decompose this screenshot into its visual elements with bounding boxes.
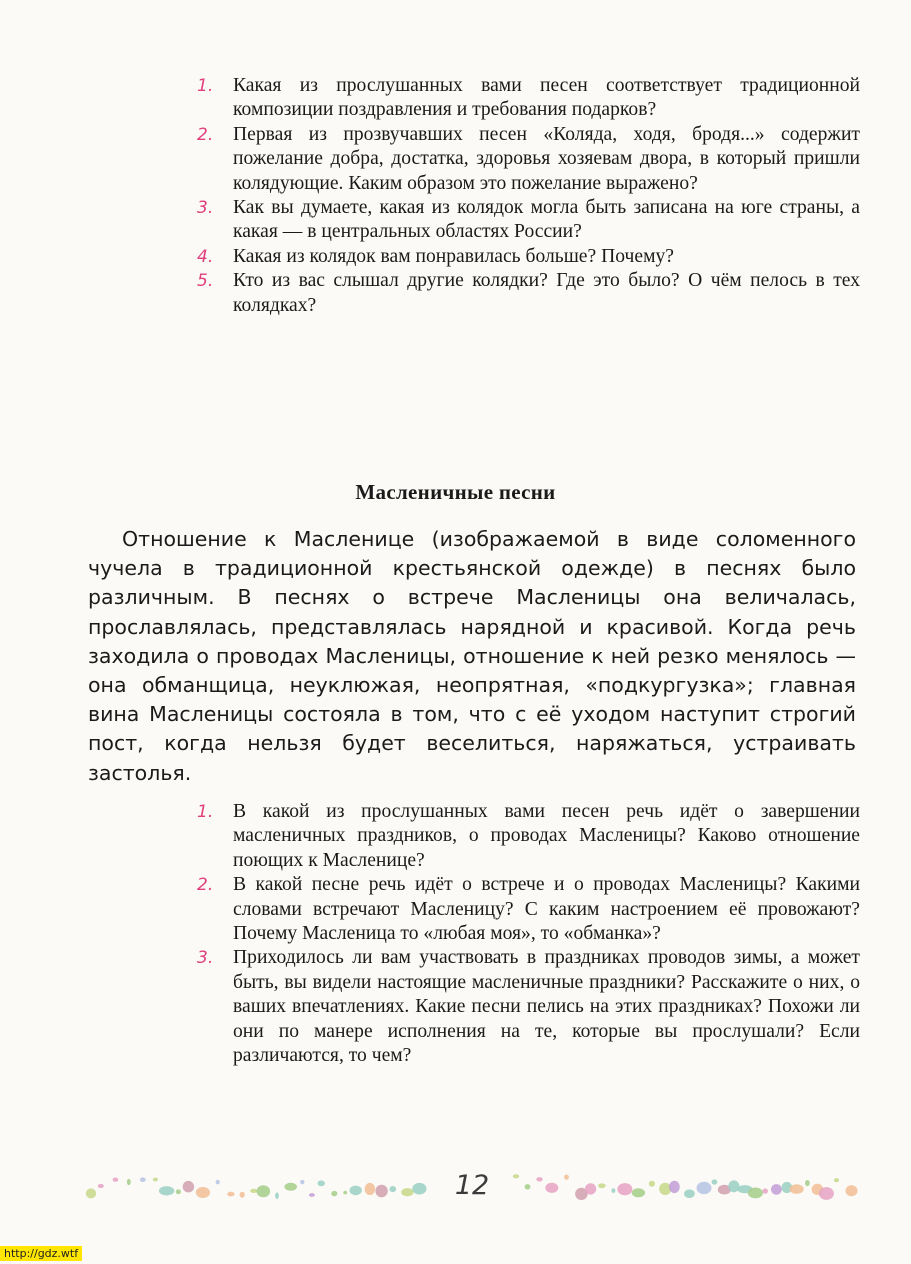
question-text: Как вы думаете, какая из колядок могла быть записана на юге страны, а какая — в центральных областях России?: [233, 197, 860, 243]
question-text: Приходилось ли вам участвовать в праздниках проводов зимы, а может быть, вы видели настоящие масленичные праздники? Расскажите о них, о ваших впечатлениях. Какие песни пелись на этих праздниках? Похожи ли они по манере исполнения на те, которые вы прослушали? Если различаются, то чем?: [233, 947, 860, 1067]
decorative-dot: [98, 1184, 104, 1188]
decorative-dot: [748, 1188, 763, 1199]
decorative-dot: [536, 1177, 542, 1181]
decorative-dot: [412, 1183, 426, 1195]
decorative-dot: [846, 1185, 858, 1196]
question-item: [195, 123, 860, 196]
question-text: Первая из прозвучавших песен «Коляда, ходя, бродя...» содержит пожелание добра, достатка, здоровья хозяевам двора, в который пришли колядующие. Каким образом это пожелание выражено?: [233, 123, 860, 194]
section-heading: Масленичные песни: [355, 480, 556, 504]
watermark-link[interactable]: http://gdz.wtf: [0, 1246, 82, 1261]
decorative-dot: [227, 1192, 234, 1197]
page-number: 12: [454, 1170, 490, 1201]
decorative-dot: [284, 1183, 297, 1191]
question-text: Кто из вас слышал другие колядки? Где это было? О чём пелось в тех колядках?: [233, 270, 860, 316]
question-item: [195, 800, 860, 873]
decorative-dot: [343, 1191, 347, 1195]
decorative-dot: [513, 1174, 519, 1178]
question-text: Какая из колядок вам понравилась больше? Почему?: [233, 245, 674, 267]
decorative-dot: [375, 1185, 387, 1198]
decorative-dot: [771, 1184, 782, 1195]
decorative-dot: [632, 1188, 645, 1197]
decorative-dot: [834, 1178, 839, 1182]
decorative-dot: [598, 1183, 606, 1188]
decorative-dot: [196, 1187, 210, 1198]
decorative-dot: [127, 1179, 131, 1185]
decorative-dot: [275, 1192, 279, 1199]
question-item: [195, 245, 860, 269]
question-number: 2.: [197, 124, 214, 145]
question-item: [195, 873, 860, 946]
decorative-dot: [545, 1183, 558, 1193]
decorative-dot: [331, 1191, 337, 1196]
decorative-dot: [669, 1181, 680, 1193]
questions-top-list: [195, 74, 860, 318]
question-item: [195, 269, 860, 318]
decorative-dot: [684, 1189, 695, 1198]
decorative-dot: [697, 1182, 712, 1194]
question-item: [195, 946, 860, 1068]
decorative-dot: [216, 1180, 220, 1185]
decorative-dot: [318, 1180, 325, 1186]
question-text: В какой песне речь идёт о встрече и о проводах Масленицы? Какими словами встречают Масленицу? С каким настроением её провожают? Почему Масленица то «любая моя», то «обманка»?: [233, 874, 860, 945]
question-number: 5.: [197, 271, 214, 292]
question-item: [195, 196, 860, 245]
question-number: 4.: [197, 246, 214, 267]
decorative-dot: [250, 1189, 257, 1193]
question-number: 1.: [197, 802, 214, 822]
decorative-dots-right: [510, 1166, 860, 1206]
decorative-dot: [176, 1189, 181, 1194]
question-text: В какой из прослушанных вами песен речь идёт о завершении масленичных праздников, о проводах Масленицы? Каково отношение поющих к Масленице?: [233, 801, 860, 871]
decorative-dot: [805, 1180, 810, 1186]
decorative-dot: [611, 1188, 615, 1193]
decorative-dot: [183, 1181, 194, 1193]
question-text: Какая из прослушанных вами песен соответствует традиционной композиции поздравления и требования подарков?: [233, 75, 860, 121]
questions-bottom-list: [195, 800, 860, 1068]
section-paragraph: Отношение к Масленице (изображаемой в виде соломенного чучела в традиционной крестьянской одежде) в песнях было различным. В песнях о встрече Масленицы она величалась, прославлялась, представлялась нарядной и красивой. Когда речь заходила о проводах Масленицы, отношение к ней резко менялось — она обманщица, неуклюжая, неопрятная, «подкургузка»; главная вина Масленицы состояла в том, что с её уходом наступит строгий пост, когда нельзя будет веселиться, наряжаться, устраивать застолья.: [88, 527, 856, 785]
question-item: [195, 74, 860, 123]
decorative-dot: [300, 1180, 304, 1184]
decorative-dot: [140, 1177, 146, 1182]
decorative-dot: [159, 1186, 174, 1195]
decorative-dot: [257, 1185, 271, 1197]
decorative-dot: [390, 1186, 397, 1192]
decorative-dot: [113, 1178, 119, 1182]
decorative-dot: [762, 1188, 768, 1193]
question-number: 3.: [197, 198, 214, 219]
decorative-dot: [712, 1179, 718, 1184]
decorative-dot: [649, 1181, 655, 1187]
decorative-dot: [153, 1178, 158, 1182]
decorative-dot: [309, 1193, 315, 1197]
decorative-dot: [401, 1188, 413, 1196]
decorative-dot: [240, 1192, 245, 1198]
decorative-dot: [86, 1188, 96, 1198]
decorative-dot: [365, 1183, 375, 1195]
question-number: 1.: [197, 76, 214, 96]
decorative-dot: [564, 1175, 569, 1180]
decorative-dot: [350, 1186, 362, 1196]
question-number: 2.: [197, 875, 214, 896]
decorative-dot: [790, 1184, 804, 1194]
question-number: 3.: [197, 948, 214, 969]
decorative-dot: [617, 1183, 632, 1195]
decorative-dot: [819, 1187, 834, 1200]
decorative-dots-left: [85, 1166, 435, 1206]
decorative-dot: [525, 1184, 531, 1189]
decorative-dot: [585, 1183, 596, 1194]
